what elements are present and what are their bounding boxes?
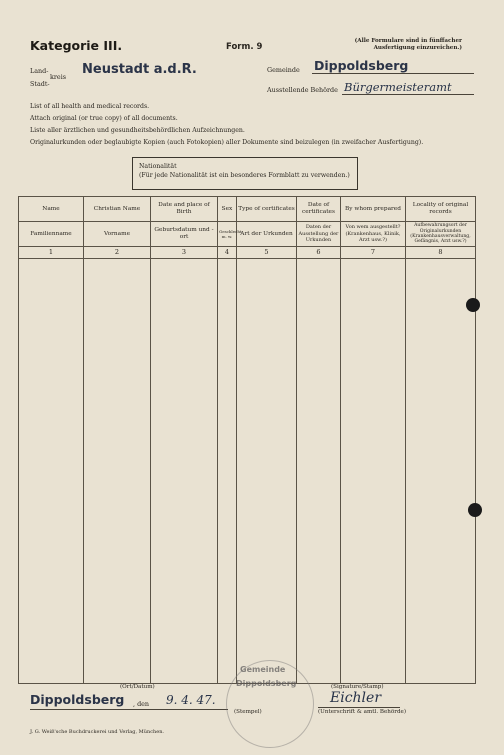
date-label: (Ort/Datum) bbox=[120, 684, 155, 690]
copies-note bbox=[338, 38, 462, 52]
table-cell bbox=[341, 259, 406, 684]
col-header-en: Locality of original records bbox=[406, 197, 476, 222]
kreis-label: kreis bbox=[50, 73, 67, 81]
signature-caption: (Unterschrift & amtl. Behörde) bbox=[318, 709, 407, 715]
col-header-en: Date and place of Birth bbox=[151, 197, 218, 222]
signature-underline bbox=[318, 707, 400, 708]
col-header-de: Geburtsdatum und -ort bbox=[151, 222, 218, 247]
nationality-box bbox=[132, 157, 358, 190]
col-header-de: Geschlecht m. w. bbox=[218, 222, 237, 247]
punch-hole bbox=[466, 298, 480, 312]
col-number: 7 bbox=[341, 247, 406, 259]
nationality-label: Nationalität bbox=[139, 163, 177, 170]
date-value: 9. 4. 47. bbox=[166, 693, 216, 707]
col-header-de: Art der Urkunden bbox=[237, 222, 297, 247]
col-header-de: Daten der Ausstellung der Urkunden bbox=[297, 222, 341, 247]
behoerde-label: Ausstellende Behörde bbox=[267, 86, 338, 94]
kreis-value: Neustadt a.d.R. bbox=[82, 62, 197, 77]
land-label: Land- bbox=[30, 67, 49, 75]
col-header-en: Name bbox=[19, 197, 84, 222]
col-header-en: Christian Name bbox=[84, 197, 151, 222]
col-header-de: Vorname bbox=[84, 222, 151, 247]
col-number: 3 bbox=[151, 247, 218, 259]
table-cell bbox=[151, 259, 218, 684]
col-number: 6 bbox=[297, 247, 341, 259]
table-cell bbox=[19, 259, 84, 684]
place-value: Dippoldsberg bbox=[30, 692, 125, 707]
instruction-line: Liste aller ärztlichen und gesundheitsbehördlichen Aufzeichnungen. bbox=[30, 127, 245, 134]
signature: Eichler bbox=[330, 690, 382, 706]
col-header-de: Aufbewahrungsort der Originalurkunden (Krankenhausverwaltung, Gefängnis, Arzt usw.?) bbox=[406, 222, 476, 247]
table-cell bbox=[297, 259, 341, 684]
instructions bbox=[30, 103, 423, 151]
col-header-en: Date of certificates bbox=[297, 197, 341, 222]
stadt-label: Stadt- bbox=[30, 80, 50, 88]
col-header-en: By whom prepared bbox=[341, 197, 406, 222]
table-cell bbox=[237, 259, 297, 684]
category-title: Kategorie III. bbox=[30, 38, 123, 53]
instruction-line: List of all health and medical records. bbox=[30, 103, 150, 110]
col-number: 8 bbox=[406, 247, 476, 259]
printer-imprint: J. G. Weiß'sche Buchdruckerei und Verlag, München. bbox=[30, 729, 165, 735]
col-header-en: Type of certificates bbox=[237, 197, 297, 222]
form-number: Form. 9 bbox=[226, 42, 263, 52]
col-header-de: Von wem ausgestellt? (Krankenhaus, Klinik, Arzt usw.?) bbox=[341, 222, 406, 247]
behoerde-underline bbox=[342, 94, 474, 95]
behoerde-value: Bürgermeisteramt bbox=[344, 80, 452, 94]
table-cell bbox=[406, 259, 476, 684]
col-header-de: Familienname bbox=[19, 222, 84, 247]
stamp-text-2: Dippoldsberg bbox=[236, 679, 297, 688]
date-underline bbox=[30, 709, 228, 710]
den-label: , den bbox=[133, 700, 150, 708]
col-number: 1 bbox=[19, 247, 84, 259]
gemeinde-value: Dippoldsberg bbox=[314, 58, 409, 73]
stamp-label: (Stempel) bbox=[234, 709, 262, 715]
table-cell bbox=[84, 259, 151, 684]
col-header-en: Sex bbox=[218, 197, 237, 222]
gemeinde-label: Gemeinde bbox=[267, 66, 300, 74]
nationality-note: (Für jede Nationalität ist ein besonderes Formblatt zu verwenden.) bbox=[139, 172, 350, 179]
instruction-line: Attach original (or true copy) of all documents. bbox=[30, 115, 178, 122]
records-table bbox=[18, 196, 476, 684]
col-number: 2 bbox=[84, 247, 151, 259]
copies-note-line1: (Alle Formulare sind in fünffacher bbox=[354, 38, 462, 44]
table-cell bbox=[218, 259, 237, 684]
gemeinde-underline bbox=[312, 73, 474, 74]
col-number: 4 bbox=[218, 247, 237, 259]
punch-hole bbox=[468, 503, 482, 517]
copies-note-line2: Ausfertigung einzureichen.) bbox=[373, 45, 462, 51]
instruction-line: Originalurkunden oder beglaubigte Kopien (auch Fotokopien) aller Dokumente sind beizulegen (in zweifacher Ausfertigung). bbox=[30, 139, 424, 146]
col-number: 5 bbox=[237, 247, 297, 259]
signature-label: (Signature/Stamp) bbox=[331, 684, 384, 690]
stamp-text-1: Gemeinde bbox=[240, 665, 286, 674]
